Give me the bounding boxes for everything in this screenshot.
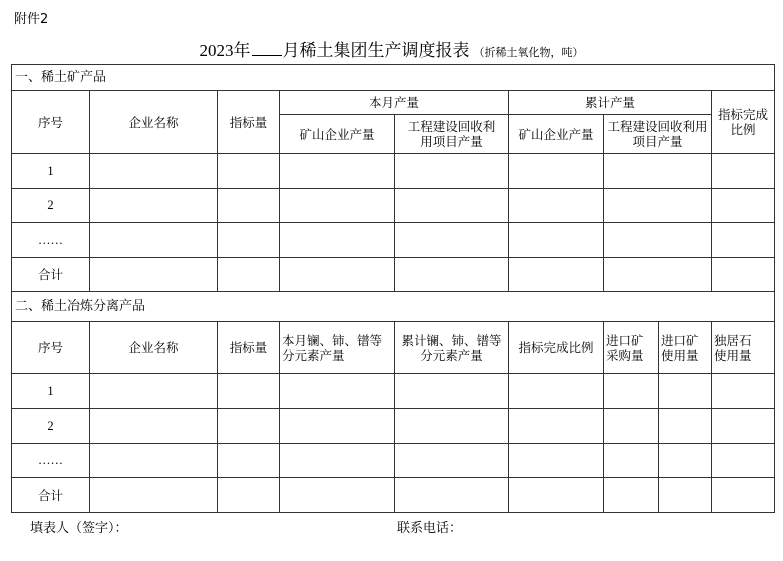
header-completion-ratio: 指标完成比例 <box>509 322 604 374</box>
cell-cum-output[interactable] <box>395 478 509 513</box>
header-month-engineering: 工程建设回收利用项目产量 <box>395 115 509 154</box>
cell-quota[interactable] <box>218 478 280 513</box>
header-monazite-usage: 独居石使用量 <box>712 322 775 374</box>
cell-month-engineering[interactable] <box>395 223 509 258</box>
phone-label: 联系电话： <box>397 521 463 536</box>
cell-import-usage[interactable] <box>659 444 712 478</box>
cell-month-output[interactable] <box>280 444 395 478</box>
cell-cum-engineering[interactable] <box>604 189 712 223</box>
cell-cum-engineering[interactable] <box>604 258 712 292</box>
table-row-total <box>12 258 775 292</box>
cell-cum-mine[interactable] <box>509 223 604 258</box>
section2-heading: 二、稀土冶炼分离产品 <box>12 292 775 322</box>
cell-seq-total: 合计 <box>12 258 90 292</box>
header-completion-ratio: 指标完成比例 <box>712 91 775 154</box>
table-row <box>12 189 775 223</box>
cell-cum-output[interactable] <box>395 444 509 478</box>
cell-seq: 1 <box>12 154 90 189</box>
cell-company[interactable] <box>90 258 218 292</box>
rare-earth-ore-table <box>11 64 775 292</box>
cell-import-purchase[interactable] <box>604 444 659 478</box>
cell-completion-ratio[interactable] <box>509 478 604 513</box>
cell-seq: …… <box>12 444 90 478</box>
cell-completion-ratio[interactable] <box>712 189 775 223</box>
cell-seq: 2 <box>12 189 90 223</box>
section1-heading: 一、稀土矿产品 <box>12 65 775 91</box>
cell-month-output[interactable] <box>280 374 395 409</box>
header-company: 企业名称 <box>90 91 218 154</box>
cell-import-usage[interactable] <box>659 374 712 409</box>
header-month-output: 本月镧、铈、镨等分元素产量 <box>280 322 395 374</box>
cell-quota[interactable] <box>218 258 280 292</box>
cell-cum-engineering[interactable] <box>604 154 712 189</box>
cell-month-mine[interactable] <box>280 189 395 223</box>
cell-company[interactable] <box>90 223 218 258</box>
cell-month-mine[interactable] <box>280 223 395 258</box>
cell-month-output[interactable] <box>280 478 395 513</box>
cell-monazite-usage[interactable] <box>712 444 775 478</box>
cell-completion-ratio[interactable] <box>712 258 775 292</box>
cell-import-purchase[interactable] <box>604 374 659 409</box>
cell-completion-ratio[interactable] <box>509 444 604 478</box>
table-row <box>12 409 775 444</box>
table-row <box>12 374 775 409</box>
month-blank-field[interactable] <box>252 41 282 56</box>
cell-month-engineering[interactable] <box>395 154 509 189</box>
cell-month-engineering[interactable] <box>395 258 509 292</box>
cell-cum-output[interactable] <box>395 374 509 409</box>
cell-completion-ratio[interactable] <box>509 409 604 444</box>
cell-quota[interactable] <box>218 154 280 189</box>
header-cum-output: 累计镧、铈、镨等分元素产量 <box>395 322 509 374</box>
header-month-mine: 矿山企业产量 <box>280 115 395 154</box>
table-row <box>12 444 775 478</box>
title-unit-note: （折稀土氧化物，吨） <box>473 46 584 59</box>
cell-month-mine[interactable] <box>280 154 395 189</box>
table-row-total <box>12 478 775 513</box>
cell-quota[interactable] <box>218 444 280 478</box>
cell-company[interactable] <box>90 189 218 223</box>
cell-quota[interactable] <box>218 189 280 223</box>
title-main: 月稀土集团生产调度报表 <box>282 41 470 61</box>
cell-seq: 2 <box>12 409 90 444</box>
cell-cum-mine[interactable] <box>509 189 604 223</box>
cell-completion-ratio[interactable] <box>509 374 604 409</box>
cell-seq: 1 <box>12 374 90 409</box>
cell-month-engineering[interactable] <box>395 189 509 223</box>
cell-company[interactable] <box>90 444 218 478</box>
rare-earth-smelting-table <box>11 291 775 513</box>
cell-monazite-usage[interactable] <box>712 409 775 444</box>
cell-cum-output[interactable] <box>395 409 509 444</box>
header-cumulative-group: 累计产量 <box>509 91 712 115</box>
cell-company[interactable] <box>90 374 218 409</box>
cell-cum-engineering[interactable] <box>604 223 712 258</box>
header-cum-mine: 矿山企业产量 <box>509 115 604 154</box>
title-year: 2023 <box>199 41 234 60</box>
cell-company[interactable] <box>90 478 218 513</box>
cell-import-purchase[interactable] <box>604 409 659 444</box>
attachment-label: 附件2 <box>14 12 49 27</box>
cell-seq: …… <box>12 223 90 258</box>
title-year-suffix: 年 <box>233 41 251 61</box>
cell-seq-total: 合计 <box>12 478 90 513</box>
cell-cum-mine[interactable] <box>509 258 604 292</box>
header-seq: 序号 <box>12 322 90 374</box>
table-row <box>12 223 775 258</box>
header-cum-engineering: 工程建设回收利用项目产量 <box>604 115 712 154</box>
cell-company[interactable] <box>90 409 218 444</box>
header-quota: 指标量 <box>218 322 280 374</box>
header-quota: 指标量 <box>218 91 280 154</box>
cell-quota[interactable] <box>218 374 280 409</box>
cell-monazite-usage[interactable] <box>712 374 775 409</box>
signer-label: 填表人（签字）： <box>30 521 128 536</box>
cell-quota[interactable] <box>218 223 280 258</box>
cell-quota[interactable] <box>218 409 280 444</box>
header-month-group: 本月产量 <box>280 91 509 115</box>
cell-month-output[interactable] <box>280 409 395 444</box>
cell-month-mine[interactable] <box>280 258 395 292</box>
report-title <box>0 36 783 61</box>
cell-import-purchase[interactable] <box>604 478 659 513</box>
cell-monazite-usage[interactable] <box>712 478 775 513</box>
header-company: 企业名称 <box>90 322 218 374</box>
header-seq: 序号 <box>12 91 90 154</box>
cell-completion-ratio[interactable] <box>712 154 775 189</box>
header-import-usage: 进口矿使用量 <box>659 322 712 374</box>
cell-import-usage[interactable] <box>659 478 712 513</box>
header-import-purchase: 进口矿采购量 <box>604 322 659 374</box>
cell-cum-mine[interactable] <box>509 154 604 189</box>
table-row <box>12 154 775 189</box>
cell-import-usage[interactable] <box>659 409 712 444</box>
cell-completion-ratio[interactable] <box>712 223 775 258</box>
cell-company[interactable] <box>90 154 218 189</box>
